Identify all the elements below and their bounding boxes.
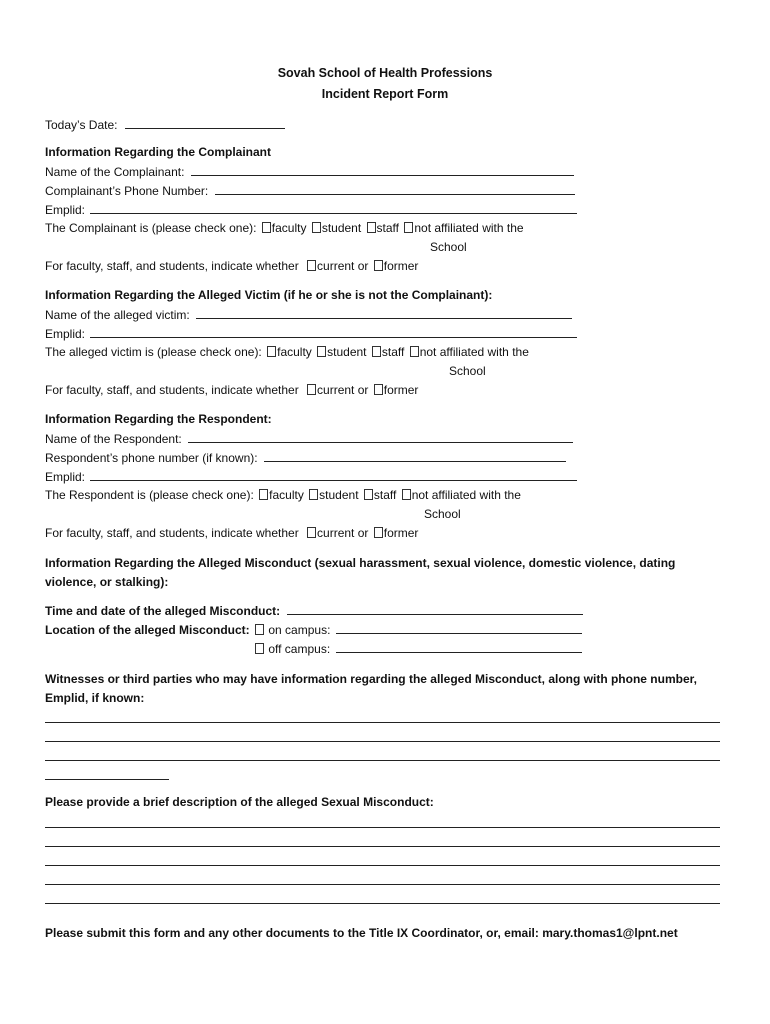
- victim-emplid-label: Emplid:: [45, 327, 86, 341]
- complainant-affiliation-row: [45, 221, 524, 236]
- respondent-student-checkbox[interactable]: [309, 489, 318, 500]
- respondent-student-label: student: [319, 488, 359, 502]
- off-campus-row: [253, 641, 582, 657]
- victim-not-affiliated-label: not affiliated with the: [419, 345, 529, 359]
- victim-affiliation-row: [45, 345, 529, 360]
- respondent-phone-label: Respondent’s phone number (if known):: [45, 451, 258, 465]
- respondent-status-label: For faculty, staff, and students, indicate whether: [45, 526, 299, 540]
- complainant-not-affiliated-checkbox[interactable]: [404, 222, 413, 233]
- complainant-student-label: student: [321, 221, 362, 235]
- respondent-former-checkbox[interactable]: [374, 527, 383, 538]
- complainant-status-label: For faculty, staff, and students, indicate whether: [45, 259, 299, 273]
- complainant-current-checkbox[interactable]: [307, 260, 316, 271]
- witnesses-heading-line1: Witnesses or third parties who may have information regarding the alleged Misconduct, along with phone number,: [45, 672, 697, 686]
- respondent-name-label: Name of the Respondent:: [45, 432, 182, 446]
- victim-former-label: former: [383, 383, 419, 397]
- respondent-check-label: The Respondent is (please check one):: [45, 488, 254, 502]
- respondent-current-checkbox[interactable]: [307, 527, 316, 538]
- complainant-faculty-checkbox[interactable]: [262, 222, 271, 233]
- misconduct-heading-line1: Information Regarding the Alleged Misconduct (sexual harassment, sexual violence, domestic violence, dating: [45, 556, 676, 570]
- victim-status-row: [45, 383, 418, 398]
- complainant-heading: Information Regarding the Complainant: [45, 145, 272, 159]
- victim-current-checkbox[interactable]: [307, 384, 316, 395]
- complainant-staff-checkbox[interactable]: [367, 222, 376, 233]
- victim-school-label: School: [449, 364, 486, 378]
- description-line[interactable]: [45, 884, 720, 885]
- victim-name-label: Name of the alleged victim:: [45, 308, 190, 322]
- complainant-not-affiliated-label: not affiliated with the: [414, 221, 524, 235]
- complainant-name-label: Name of the Complainant:: [45, 165, 185, 179]
- complainant-phone-field[interactable]: [215, 183, 575, 195]
- respondent-heading: Information Regarding the Respondent:: [45, 412, 272, 426]
- description-line[interactable]: [45, 827, 720, 828]
- description-line[interactable]: [45, 903, 720, 904]
- description-line[interactable]: [45, 846, 720, 847]
- complainant-current-label: current or: [317, 259, 369, 273]
- complainant-check-label: The Complainant is (please check one):: [45, 221, 257, 235]
- respondent-name-field[interactable]: [188, 431, 573, 443]
- complainant-emplid-label: Emplid:: [45, 203, 86, 217]
- respondent-phone-field[interactable]: [264, 450, 566, 462]
- complainant-phone-row: [45, 183, 575, 199]
- complainant-faculty-label: faculty: [271, 221, 307, 235]
- witnesses-line[interactable]: [45, 722, 720, 723]
- victim-name-field[interactable]: [196, 307, 572, 319]
- on-campus-label: on campus:: [268, 623, 331, 637]
- todays-date-field[interactable]: [125, 117, 285, 129]
- respondent-faculty-label: faculty: [269, 488, 304, 502]
- off-campus-label: off campus:: [268, 642, 331, 656]
- victim-check-label: The alleged victim is (please check one):: [45, 345, 262, 359]
- victim-student-checkbox[interactable]: [317, 346, 326, 357]
- misconduct-heading-line2: violence, or stalking):: [45, 575, 169, 589]
- respondent-name-row: [45, 431, 573, 447]
- respondent-former-label: former: [383, 526, 419, 540]
- off-campus-checkbox[interactable]: [255, 643, 264, 654]
- complainant-status-row: [45, 259, 418, 274]
- todays-date-label: Today’s Date:: [45, 118, 118, 132]
- witnesses-line[interactable]: [45, 779, 169, 780]
- misconduct-time-label: Time and date of the alleged Misconduct:: [45, 604, 281, 618]
- complainant-student-checkbox[interactable]: [312, 222, 321, 233]
- complainant-name-field[interactable]: [191, 164, 574, 176]
- off-campus-field[interactable]: [336, 641, 582, 653]
- witnesses-line[interactable]: [45, 760, 720, 761]
- respondent-phone-row: [45, 450, 566, 466]
- misconduct-location-row: [45, 622, 582, 638]
- form-title: Incident Report Form: [321, 87, 449, 101]
- description-line[interactable]: [45, 865, 720, 866]
- respondent-emplid-field[interactable]: [90, 469, 577, 481]
- victim-current-label: current or: [317, 383, 369, 397]
- respondent-status-row: [45, 526, 418, 541]
- victim-former-checkbox[interactable]: [374, 384, 383, 395]
- victim-staff-label: staff: [381, 345, 405, 359]
- respondent-not-affiliated-label: not affiliated with the: [411, 488, 521, 502]
- misconduct-time-field[interactable]: [287, 603, 583, 615]
- respondent-faculty-checkbox[interactable]: [259, 489, 268, 500]
- todays-date-row: [45, 117, 285, 133]
- on-campus-field[interactable]: [336, 622, 582, 634]
- misconduct-location-label: Location of the alleged Misconduct:: [45, 623, 250, 637]
- witnesses-line[interactable]: [45, 741, 720, 742]
- victim-name-row: [45, 307, 572, 323]
- submit-note: Please submit this form and any other documents to the Title IX Coordinator, or, email: mary.thomas1@lpnt.net: [45, 926, 678, 940]
- victim-student-label: student: [327, 345, 367, 359]
- respondent-school-label: School: [424, 507, 461, 521]
- witnesses-heading-line2: Emplid, if known:: [45, 691, 145, 705]
- respondent-current-label: current or: [317, 526, 369, 540]
- victim-faculty-checkbox[interactable]: [267, 346, 276, 357]
- victim-emplid-row: [45, 326, 577, 342]
- complainant-emplid-row: [45, 202, 577, 218]
- respondent-emplid-row: [45, 469, 577, 485]
- description-heading: Please provide a brief description of the alleged Sexual Misconduct:: [45, 795, 434, 809]
- respondent-affiliation-row: [45, 488, 521, 503]
- on-campus-checkbox[interactable]: [255, 624, 264, 635]
- respondent-not-affiliated-checkbox[interactable]: [402, 489, 411, 500]
- complainant-name-row: [45, 164, 574, 180]
- misconduct-time-row: [45, 603, 583, 619]
- victim-status-label: For faculty, staff, and students, indicate whether: [45, 383, 299, 397]
- respondent-emplid-label: Emplid:: [45, 470, 86, 484]
- complainant-emplid-field[interactable]: [90, 202, 577, 214]
- complainant-school-label: School: [430, 240, 467, 254]
- victim-staff-checkbox[interactable]: [372, 346, 381, 357]
- complainant-former-label: former: [383, 259, 419, 273]
- victim-emplid-field[interactable]: [90, 326, 577, 338]
- complainant-staff-label: staff: [376, 221, 400, 235]
- respondent-staff-label: staff: [373, 488, 397, 502]
- victim-heading: Information Regarding the Alleged Victim (if he or she is not the Complainant):: [45, 288, 493, 302]
- victim-not-affiliated-checkbox[interactable]: [410, 346, 419, 357]
- complainant-former-checkbox[interactable]: [374, 260, 383, 271]
- school-name: Sovah School of Health Professions: [277, 66, 493, 80]
- victim-faculty-label: faculty: [277, 345, 312, 359]
- complainant-phone-label: Complainant’s Phone Number:: [45, 184, 209, 198]
- respondent-staff-checkbox[interactable]: [364, 489, 373, 500]
